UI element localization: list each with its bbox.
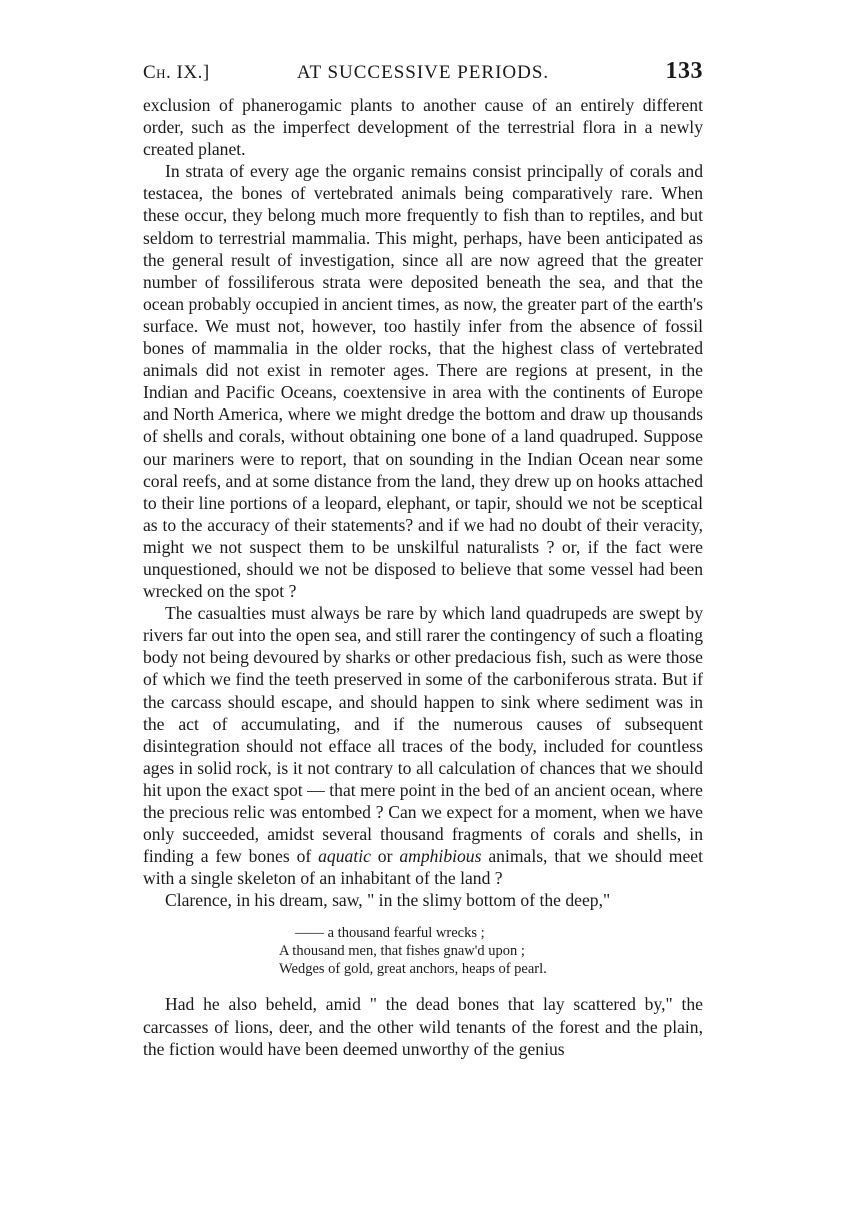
paragraph-clarence: Clarence, in his dream, saw, " in the slimy bottom of the deep," [165, 890, 611, 911]
verse-quotation [143, 924, 703, 978]
italic-term: aquatic [318, 846, 371, 867]
paragraph-text: or [370, 846, 400, 867]
paragraph-casualties [143, 602, 703, 889]
verse-line: —— a thousand fearful wrecks ; [295, 925, 485, 942]
running-title: AT SUCCESSIVE PERIODS. [296, 62, 550, 83]
verse-line: Wedges of gold, great anchors, heaps of pearl. [279, 961, 547, 978]
paragraph-text: animals, that we should meet with a single skeleton of an inhabitant of the land ? [143, 846, 703, 889]
paragraph-text: The casualties must always be rare by which land quadrupeds are swept by rivers far out into the open sea, and still rarer the contingency of such a floating body not being devoured by sharks or other predacious fish, such as were those of which we find the teeth preserved in some of the carboniferous strata. But if the carcass should escape, and should happen to sink where sediment was in the act of accumulating, and if the numerous causes of subsequent disintegration should not efface all traces of the body, included for countless ages in solid rock, is it not contrary to all calculation of chances that we should hit upon the exact spot — that mere point in the bed of an ancient ocean, where the precious relic was entombed ? Can we expect for a moment, when we have only succeeded, amidst several thousand fragments of corals and shells, in finding a few bones of [143, 603, 703, 867]
chapter-label: Ch. IX.] [143, 62, 210, 83]
running-header [143, 58, 703, 86]
verse-line: A thousand men, that fishes gnaw'd upon ; [279, 943, 525, 960]
italic-term: amphibious [399, 846, 482, 867]
page-body [143, 94, 703, 1060]
paragraph-conclusion: Had he also beheld, amid " the dead bones that lay scattered by," the carcasses of lions, deer, and the other wild tenants of the forest and the plain, the fiction would have been deemed unworthy of the genius [143, 994, 703, 1059]
paragraph-organic-remains: In strata of every age the organic remains consist principally of corals and testacea, the bones of vertebrated animals being comparatively rare. When these occur, they belong much more frequently to fish than to reptiles, and but seldom to terrestrial mammalia. This might, perhaps, have been anticipated as the general result of investigation, since all are now agreed that the greater number of fossiliferous strata were deposited beneath the sea, and that the ocean probably occupied in ancient times, as now, the greater part of the earth's surface. We must not, however, too hastily infer from the absence of fossil bones of mammalia in the older rocks, that the highest class of vertebrated animals did not exist in remoter ages. There are regions at present, in the Indian and Pacific Oceans, coextensive in area with the continents of Europe and North America, where we might dredge the bottom and draw up thousands of shells and corals, without obtaining one bone of a land quadruped. Suppose our mariners were to report, that on sounding in the Indian Ocean near some coral reefs, and at some distance from the land, they drew up on hooks attached to their line portions of a leopard, elephant, or tapir, should we not be sceptical as to the accuracy of their statements? and if we had no doubt of their veracity, might we not suspect them to be unskilful naturalists ? or, if the fact were unquestioned, should we not be disposed to believe that some vessel had been wrecked on the spot ? [143, 161, 703, 602]
page-number: 133 [665, 58, 703, 84]
paragraph-continuation: exclusion of phanerogamic plants to another cause of an entirely different order, such as the imperfect development of the terrestrial flora in a newly created planet. [143, 95, 703, 160]
